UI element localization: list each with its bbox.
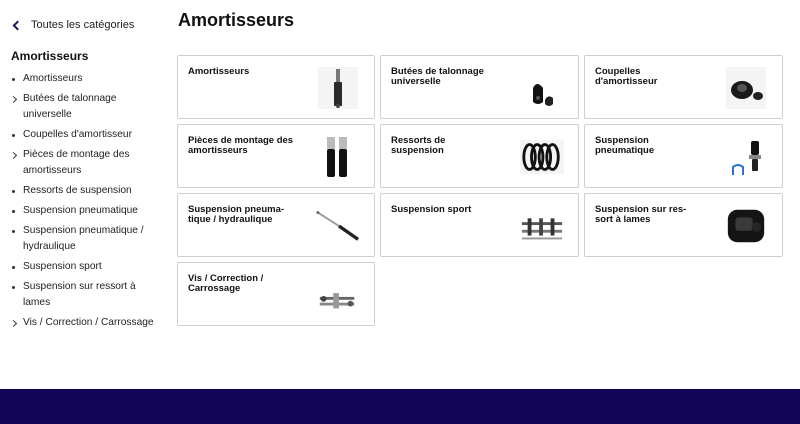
leaf-spring-bushing-icon: [724, 204, 768, 248]
mounting-kit-icon: [316, 135, 360, 179]
sidebar-item-ressorts[interactable]: [11, 183, 161, 199]
sidebar-item-pieces-montage[interactable]: [11, 147, 161, 179]
bullet-icon: [12, 134, 15, 137]
air-suspension-icon: [724, 135, 768, 179]
sidebar-item-label: Amortisseurs: [23, 73, 83, 84]
category-card-label: Pièces de montage des amortisseurs: [188, 135, 294, 156]
sidebar-item-sport[interactable]: [11, 259, 161, 275]
bullet-icon: [12, 190, 15, 193]
bullet-icon: [12, 210, 15, 213]
chevron-right-icon: [10, 319, 17, 326]
bullet-icon: [12, 266, 15, 269]
bullet-icon: [12, 286, 15, 289]
sidebar-item-ressort-lames[interactable]: [11, 279, 161, 311]
category-card-amortisseurs[interactable]: [177, 55, 375, 119]
category-card-label: Suspension sport: [391, 204, 472, 215]
category-card-label: Amortisseurs: [188, 66, 250, 77]
category-card-pieces-montage[interactable]: [177, 124, 375, 188]
sidebar-title: Amortisseurs: [11, 49, 89, 63]
sport-kit-icon: [520, 204, 564, 248]
page-title: Amortisseurs: [178, 10, 295, 30]
category-card-label: Vis / Correction / Carrossage: [188, 273, 264, 294]
sidebar-category-list: [11, 71, 161, 331]
category-card-label: Suspension pneuma-tique / hydraulique: [188, 204, 285, 225]
camber-bolt-icon: [316, 273, 360, 317]
gas-strut-icon: [316, 204, 360, 248]
footer-bar: [0, 389, 800, 424]
bullet-icon: [12, 78, 15, 81]
shock-absorber-icon: [316, 66, 360, 110]
category-grid: [177, 55, 791, 326]
sidebar-item-label: Suspension pneumatique: [23, 205, 138, 216]
sidebar-item-coupelles[interactable]: [11, 127, 161, 143]
sidebar-item-label: Vis / Correction / Carrossage: [23, 317, 154, 328]
chevron-left-icon: [13, 20, 23, 30]
category-card-pneumatique-hydraulique[interactable]: [177, 193, 375, 257]
back-to-all-categories-link[interactable]: [11, 15, 161, 35]
bullet-icon: [12, 230, 15, 233]
sidebar-item-label: Coupelles d'amortisseur: [23, 129, 132, 140]
bump-stop-icon: [520, 66, 564, 110]
category-card-pneumatique[interactable]: [584, 124, 783, 188]
sidebar-item-label: Pièces de montage des amortisseurs: [23, 149, 130, 176]
sidebar-item-label: Ressorts de suspension: [23, 185, 132, 196]
category-card-label: Suspension pneumatique: [595, 135, 655, 156]
category-card-ressort-lames[interactable]: [584, 193, 783, 257]
category-card-vis-correction[interactable]: [177, 262, 375, 326]
sidebar-item-label: Suspension pneumatique / hydraulique: [23, 225, 144, 252]
category-card-butees[interactable]: [380, 55, 579, 119]
category-card-label: Butées de talonnage universelle: [391, 66, 484, 87]
chevron-right-icon: [10, 95, 17, 102]
sidebar-item-pneumatique[interactable]: [11, 203, 161, 219]
strut-mount-icon: [724, 66, 768, 110]
category-card-label: Coupelles d'amortisseur: [595, 66, 658, 87]
sidebar-item-butees[interactable]: [11, 91, 161, 123]
sidebar: [11, 15, 161, 335]
sidebar-item-label: Suspension sport: [23, 261, 102, 272]
sidebar-item-vis-correction[interactable]: [11, 315, 161, 331]
category-card-label: Suspension sur res-sort à lames: [595, 204, 687, 225]
sidebar-item-amortisseurs[interactable]: [11, 71, 161, 87]
sidebar-item-pneumatique-hydraulique[interactable]: [11, 223, 161, 255]
back-link-label: Toutes les catégories: [31, 19, 135, 31]
sidebar-item-label: Butées de talonnage universelle: [23, 93, 117, 120]
category-card-coupelles[interactable]: [584, 55, 783, 119]
coil-spring-icon: [520, 135, 564, 179]
category-card-sport[interactable]: [380, 193, 579, 257]
sidebar-item-label: Suspension sur ressort à lames: [23, 281, 136, 308]
chevron-right-icon: [10, 151, 17, 158]
category-card-ressorts[interactable]: [380, 124, 579, 188]
category-card-label: Ressorts de suspension: [391, 135, 446, 156]
